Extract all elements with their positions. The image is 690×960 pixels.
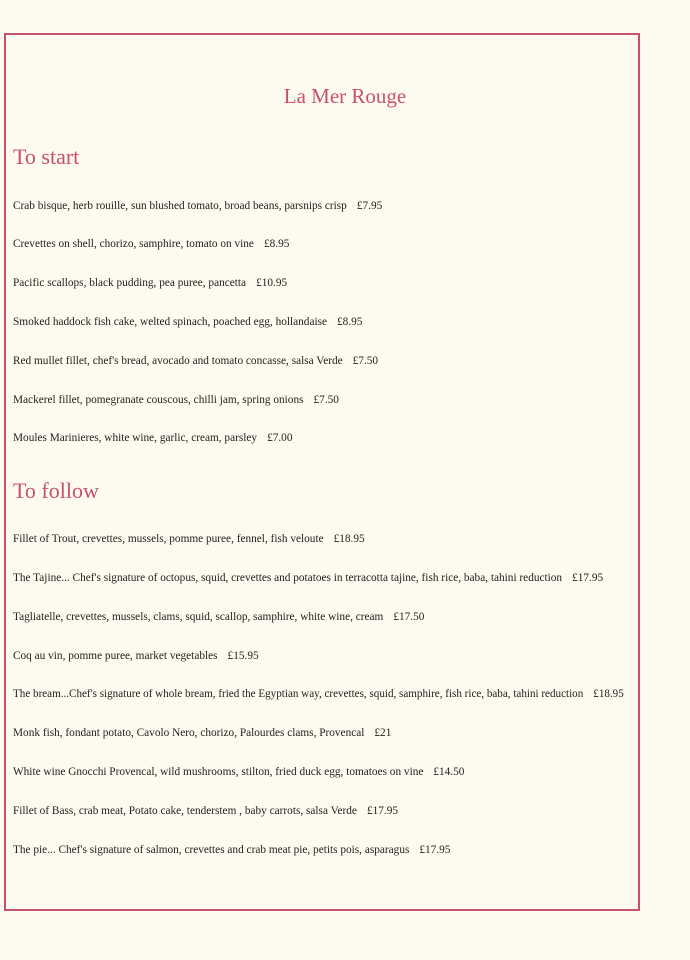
menu-item [13,650,259,662]
item-price: £17.95 [366,805,399,817]
item-price: £17.95 [572,572,604,584]
section-heading-to-follow: To follow [13,478,99,503]
item-name: Fillet of Trout, crevettes, mussels, pomme puree, fennel, fish veloute [13,533,324,545]
item-name: Tagliatelle, crevettes, mussels, clams, squid, scallop, samphire, white wine, cream [13,611,384,623]
item-price: £8.95 [337,316,363,328]
item-price: £18.95 [333,533,365,545]
item-name: Moules Marinieres, white wine, garlic, cream, parsley [13,432,258,444]
item-price: £10.95 [256,277,288,289]
item-name: White wine Gnocchi Provencal, wild mushrooms, stilton, fried duck egg, tomatoes on vine [13,766,424,778]
item-price: £7.95 [356,200,383,212]
item-name: Pacific scallops, black pudding, pea puree, pancetta [13,277,247,289]
section-heading-to-start: To start [13,144,80,169]
item-name: Monk fish, fondant potato, Cavolo Nero, chorizo, Palourdes clams, Provencal [13,727,365,739]
menu-item [13,766,464,778]
menu-item [13,200,382,212]
item-name: Mackerel fillet, pomegranate couscous, chilli jam, spring onions [13,394,304,406]
item-price: £15.95 [227,650,259,662]
menu-item [13,611,424,623]
item-price: £8.95 [263,238,290,250]
item-name: Crab bisque, herb rouille, sun blushed tomato, broad beans, parsnips crisp [13,200,347,212]
menu-item [13,727,391,739]
menu-item [13,844,450,856]
menu-border [4,33,640,911]
menu-item [13,316,362,328]
item-name: Fillet of Bass, crab meat, Potato cake, tenderstem , baby carrots, salsa Verde [13,805,357,817]
item-price: £18.95 [593,688,624,700]
menu-item [13,572,603,584]
item-price: £7.00 [267,432,293,444]
menu-item [13,277,287,289]
item-price: £14.50 [433,766,465,778]
item-price: £17.95 [419,844,451,856]
menu-item [13,238,289,250]
item-name: Red mullet fillet, chef's bread, avocado and tomato concasse, salsa Verde [13,355,343,367]
menu-item [13,805,398,817]
menu-item [13,355,378,367]
item-price: £7.50 [313,394,339,406]
item-name: Smoked haddock fish cake, welted spinach, poached egg, hollandaise [13,316,328,328]
item-name: The Tajine... Chef's signature of octopus, squid, crevettes and potatoes in terracotta tajine, fish rice, baba, tahini reduction [13,572,563,584]
item-name: The bream...Chef's signature of whole bream, fried the Egyptian way, crevettes, squid, samphire, fish rice, baba, tahini reduction [13,688,584,700]
item-price: £21 [374,727,392,739]
item-price: £7.50 [352,355,379,367]
item-name: Crevettes on shell, chorizo, samphire, tomato on vine [13,238,254,250]
menu-item [13,533,365,545]
item-price: £17.50 [393,611,425,623]
restaurant-title: La Mer Rouge [283,84,407,108]
menu-item [13,394,339,406]
item-name: The pie... Chef's signature of salmon, crevettes and crab meat pie, petits pois, asparagus [13,844,410,856]
menu-item [13,688,624,700]
menu-item [13,432,292,444]
item-name: Coq au vin, pomme puree, market vegetables [13,650,218,662]
